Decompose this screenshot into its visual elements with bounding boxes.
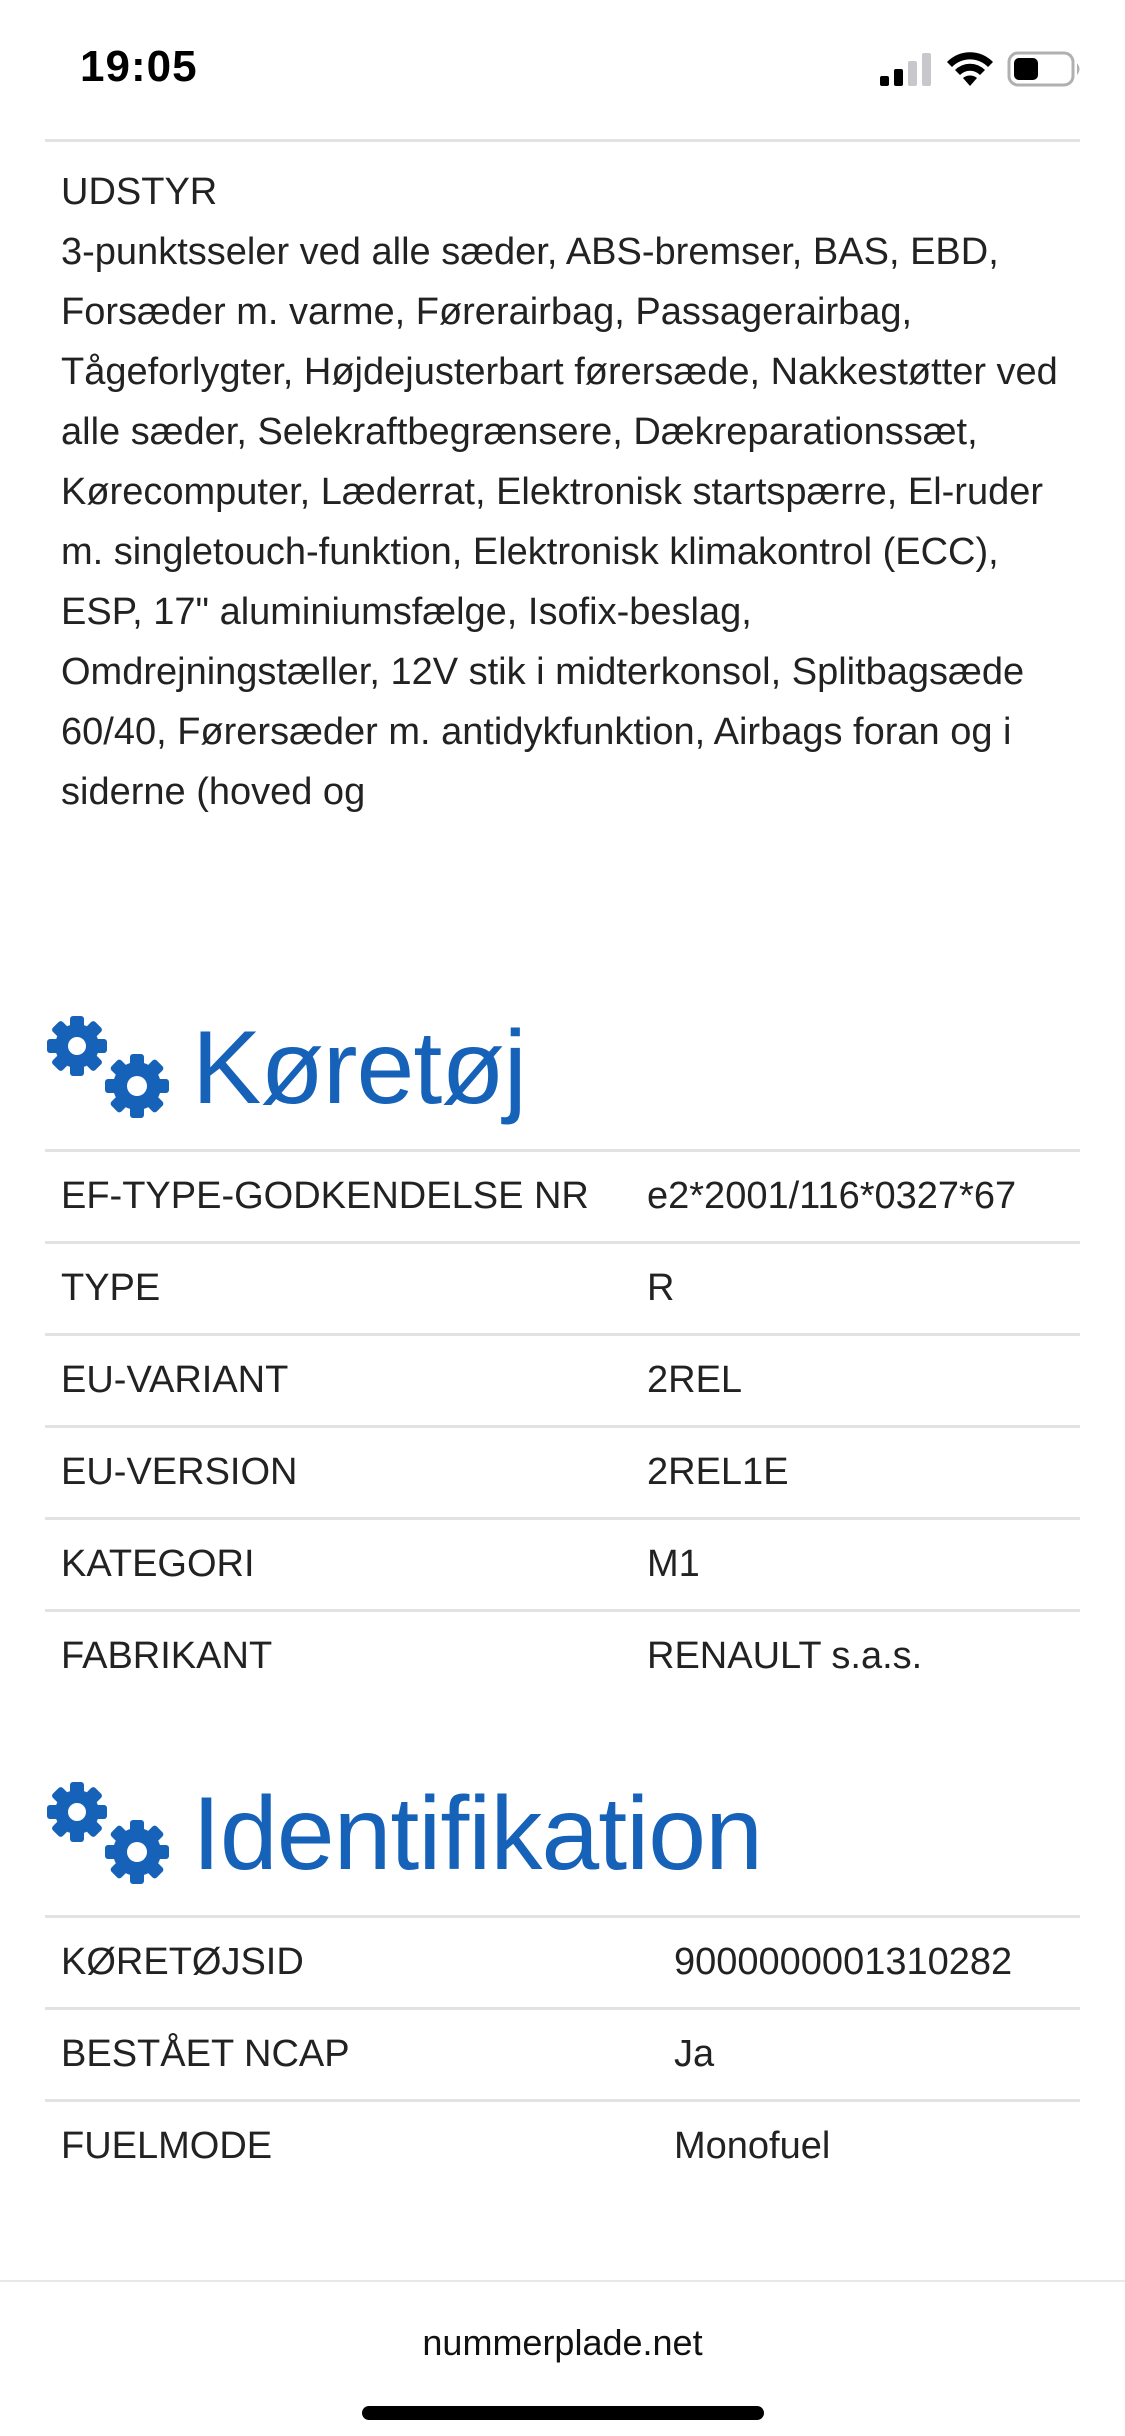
table-row [45,1609,1080,1701]
row-label: FABRIKANT [61,1635,273,1677]
row-value: 9000000001310282 [674,1941,1013,1983]
row-label: KØRETØJSID [61,1941,304,1983]
identifikation-table [45,1915,1080,2191]
equipment-block [45,142,1080,902]
table-row [45,1425,1080,1517]
row-label: BESTÅET NCAP [61,2033,350,2075]
row-label: EU-VARIANT [61,1359,289,1401]
home-indicator[interactable] [362,2406,764,2420]
status-bar [0,0,1125,140]
row-label: EF-TYPE-GODKENDELSE NR [61,1175,589,1217]
equipment-text: 3-punktsseler ved alle sæder, ABS-bremser, BAS, EBD, Forsæder m. varme, Førerairbag, Passagerairbag, Tågeforlygter, Højdejusterbart førersæde, Nakkestøtter ved alle sæder, Selekraftbegrænsere, Dækreparationssæt, Kørecomputer, Læderrat, Elektronisk startspærre, El-ruder m. singletouch-funktion, Elektronisk klimakontrol (ECC), ESP, 17" aluminiumsfælge, Isofix-beslag, Omdrejningstæller, 12V stik i midterkonsol, Splitbagsæde 60/40, Førersæder m. antidykfunktion, Airbags foran og i siderne (hoved og [61,231,1058,813]
table-row [45,2099,1080,2191]
section-title-identifikation: Identifikation [192,1776,762,1892]
koretoj-table [45,1149,1080,1701]
row-value: RENAULT s.a.s. [647,1635,923,1677]
table-row [45,1915,1080,2007]
signal-icon [878,52,932,86]
table-row [45,1149,1080,1241]
row-value: e2*2001/116*0327*67 [647,1175,1017,1217]
row-value: 2REL1E [647,1451,789,1493]
gears-icon [45,1780,175,1890]
row-value: M1 [647,1543,700,1585]
status-time: 19:05 [80,42,198,91]
wifi-icon [945,50,995,88]
vehicle-details [45,139,1080,2167]
section-heading-identifikation [45,1775,1080,1894]
row-value: Monofuel [674,2125,831,2167]
row-label: TYPE [61,1267,161,1309]
table-row [45,2007,1080,2099]
equipment-title: UDSTYR [61,171,218,213]
section-heading-koretoj [45,1009,1080,1128]
row-label: EU-VERSION [61,1451,298,1493]
battery-icon [1007,50,1083,88]
table-row [45,1241,1080,1333]
row-value: 2REL [647,1359,743,1401]
table-row [45,1333,1080,1425]
section-title-koretoj: Køretøj [192,1010,526,1126]
table-row [45,1517,1080,1609]
row-value: Ja [674,2033,715,2075]
site-address[interactable]: nummerplade.net [422,2322,703,2363]
row-label: FUELMODE [61,2125,273,2167]
row-value: R [647,1267,675,1309]
row-label: KATEGORI [61,1543,255,1585]
gears-icon [45,1014,175,1124]
browser-bottom-bar [0,2280,1125,2436]
